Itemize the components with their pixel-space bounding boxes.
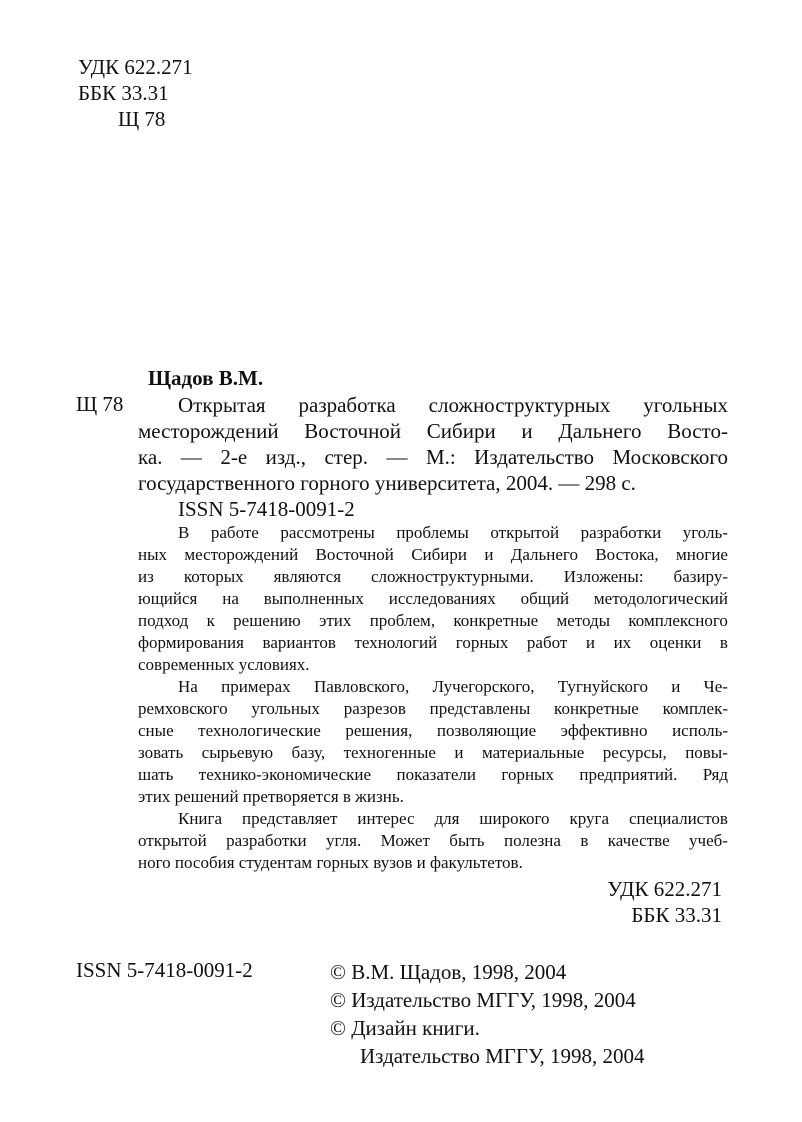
annotation-line: формирования вариантов технологий горных работ и их оценки в — [138, 633, 728, 652]
annotation — [138, 522, 728, 874]
copyright-author: © В.М. Щадов, 1998, 2004 — [330, 960, 567, 984]
annotation-line: На примерах Павловского, Лучегорского, Тугнуйского и Че- — [178, 677, 728, 696]
description-line: Открытая разработка сложноструктурных угольных — [178, 393, 728, 417]
annotation-line: современных условиях. — [138, 655, 310, 674]
description-line: государственного горного университета, 2004. — 298 с. — [138, 471, 636, 495]
copyright-design: © Дизайн книги. — [330, 1016, 480, 1040]
author-name: Щадов В.М. — [148, 366, 264, 390]
annotation-line: открытой разработки угля. Может быть полезна в качестве учеб- — [138, 831, 728, 850]
udk-code-bottom: УДК 622.271 — [607, 877, 722, 901]
annotation-line: подход к решению этих проблем, конкретные методы комплексного — [138, 611, 728, 630]
bbk-code: ББК 33.31 — [78, 81, 169, 105]
annotation-line: зовать сырьевую базу, техногенные и материальные ресурсы, повы- — [138, 743, 728, 762]
issn-number: ISSN 5-7418-0091-2 — [76, 958, 253, 982]
author-mark: Щ 78 — [118, 107, 166, 131]
entry-author-mark: Щ 78 — [76, 392, 124, 416]
annotation-line: Книга представляет интерес для широкого круга специалистов — [178, 809, 728, 828]
copyright-design-holder: Издательство МГГУ, 1998, 2004 — [360, 1044, 645, 1068]
classification-codes-top — [78, 54, 193, 132]
entry-isbn: ISSN 5-7418-0091-2 — [178, 497, 355, 521]
description-line: ка. — 2-е изд., стер. — М.: Издательство Московского — [138, 445, 728, 469]
annotation-line: В работе рассмотрены проблемы открытой разработки уголь- — [178, 523, 728, 542]
classification-codes-bottom — [607, 876, 722, 928]
annotation-line: этих решений претворяется в жизнь. — [138, 787, 404, 806]
annotation-line: сные технологические решения, позволяющие эффективно исполь- — [138, 721, 728, 740]
annotation-line: из которых являются сложноструктурными. Изложены: базиру- — [138, 567, 728, 586]
copyright-block — [330, 958, 645, 1070]
copyright-publisher: © Издательство МГГУ, 1998, 2004 — [330, 988, 636, 1012]
udk-code: УДК 622.271 — [78, 55, 193, 79]
bibliographic-description — [138, 392, 728, 522]
annotation-line: ремховского угольных разрезов представлены конкретные комплек- — [138, 699, 728, 718]
annotation-line: ного пособия студентам горных вузов и факультетов. — [138, 853, 523, 872]
annotation-line: ющийся на выполненных исследованиях общий методологический — [138, 589, 728, 608]
bbk-code-bottom: ББК 33.31 — [631, 903, 722, 927]
annotation-line: ных месторождений Восточной Сибири и Дальнего Востока, многие — [138, 545, 728, 564]
description-line: месторождений Восточной Сибири и Дальнего Восто- — [138, 419, 728, 443]
annotation-line: шать технико-экономические показатели горных предприятий. Ряд — [138, 765, 728, 784]
